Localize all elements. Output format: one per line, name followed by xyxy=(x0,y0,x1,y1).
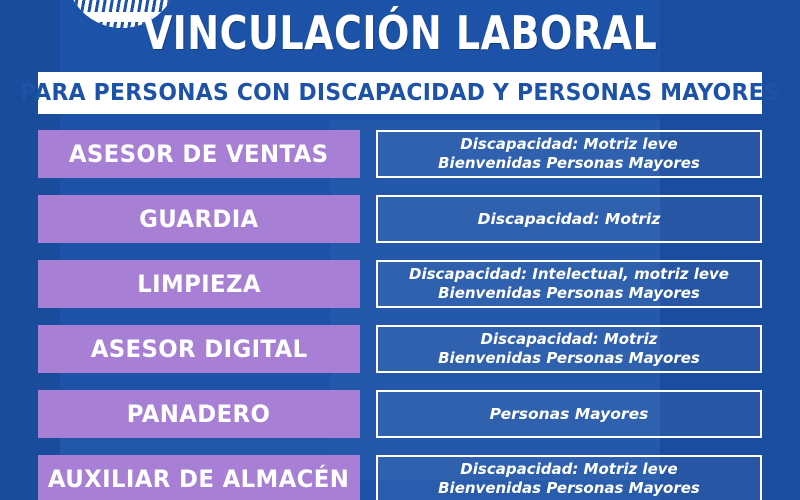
job-title-label: AUXILIAR DE ALMACÉN xyxy=(48,465,350,493)
row-spacer xyxy=(360,325,376,373)
list-item xyxy=(38,325,762,373)
job-title-chip xyxy=(38,195,360,243)
list-item xyxy=(38,390,762,438)
row-spacer xyxy=(360,390,376,438)
job-title-label: LIMPIEZA xyxy=(137,270,261,298)
job-title-label: ASESOR DIGITAL xyxy=(90,335,308,363)
list-item xyxy=(38,455,762,500)
job-requirements xyxy=(376,390,762,438)
job-title-chip xyxy=(38,130,360,178)
job-requirements xyxy=(376,195,762,243)
job-title-chip xyxy=(38,390,360,438)
job-title-chip xyxy=(38,260,360,308)
job-requirements xyxy=(376,130,762,178)
job-title-label: ASESOR DE VENTAS xyxy=(69,140,329,168)
requirement-line: Personas Mayores xyxy=(489,404,649,423)
requirement-line: Discapacidad: Motriz xyxy=(480,330,658,348)
requirement-line: Bienvenidas Personas Mayores xyxy=(438,284,700,302)
requirement-line: Discapacidad: Motriz leve xyxy=(460,135,678,153)
subtitle-text: PARA PERSONAS CON DISCAPACIDAD Y PERSONAS MAYORES xyxy=(20,80,780,106)
row-spacer xyxy=(360,455,376,500)
row-spacer xyxy=(360,130,376,178)
row-spacer xyxy=(360,195,376,243)
job-title-chip xyxy=(38,325,360,373)
subtitle-banner xyxy=(20,72,780,114)
list-item xyxy=(38,195,762,243)
list-item xyxy=(38,130,762,178)
job-requirements xyxy=(376,455,762,500)
requirement-line: Discapacidad: Motriz leve xyxy=(460,460,678,478)
requirement-line: Bienvenidas Personas Mayores xyxy=(438,479,700,497)
page-title: VINCULACIÓN LABORAL xyxy=(142,6,658,60)
job-requirements xyxy=(376,325,762,373)
job-list xyxy=(38,130,762,500)
requirement-line: Bienvenidas Personas Mayores xyxy=(438,349,700,367)
job-title-label: GUARDIA xyxy=(139,205,259,233)
list-item xyxy=(38,260,762,308)
requirement-line: Bienvenidas Personas Mayores xyxy=(438,154,700,172)
job-title-chip xyxy=(38,455,360,500)
row-spacer xyxy=(360,260,376,308)
job-title-label: PANADERO xyxy=(127,400,271,428)
job-requirements xyxy=(376,260,762,308)
requirement-line: Discapacidad: Intelectual, motriz leve xyxy=(409,265,729,283)
requirement-line: Discapacidad: Motriz xyxy=(477,209,661,228)
